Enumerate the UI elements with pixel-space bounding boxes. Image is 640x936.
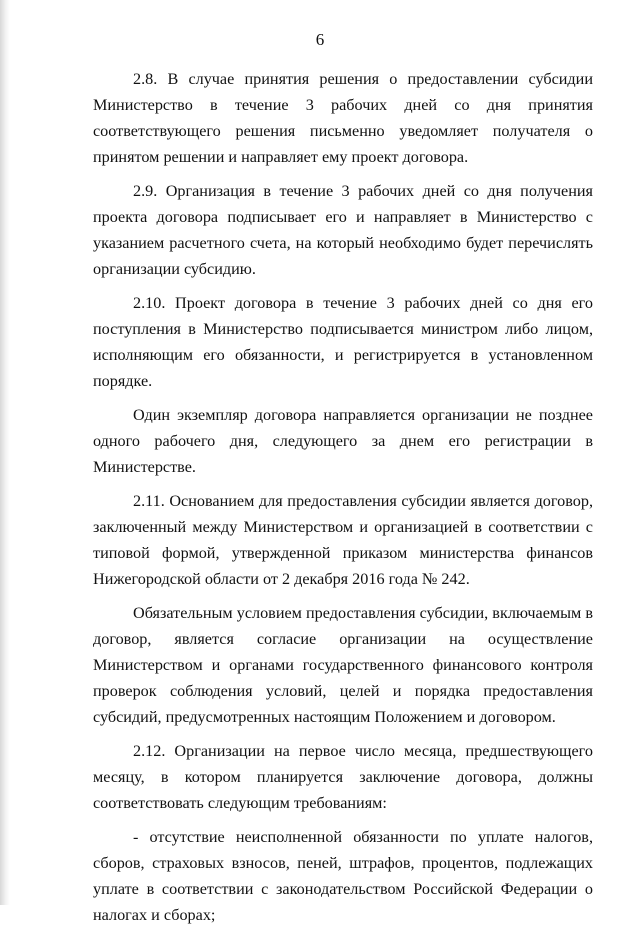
requirement-list-item: - отсутствие неисполненной обязанности по уплате налогов, сборов, страховых взносов, пеней, штрафов, процентов, подлежащих уплате в соответствии с законодательством Российской Федерации о налогах и сборах;: [93, 828, 593, 924]
page-number: 6: [315, 30, 325, 49]
paragraph-2-11: 2.11. Основанием для предоставления субсидии является договор, заключенный между Министерством и организацией в соответствии с типовой формой, утвержденной приказом министерства финансов Нижегородской области от 2 декабря 2016 года № 242.: [93, 492, 593, 588]
paragraph-2-8: 2.8. В случае принятия решения о предоставлении субсидии Министерство в течение 3 рабочих дней со дня принятия соответствующего решения письменно уведомляет получателя о принятом решении и направляет ему проект договора.: [93, 70, 593, 166]
page-edge-shadow: [0, 0, 10, 905]
paragraph-2-11-condition: Обязательным условием предоставления субсидии, включаемым в договор, является согласие организации на осуществление Министерством и органами государственного финансового контроля проверок соблюдения условий, целей и порядка предоставления субсидий, предусмотренных настоящим Положением и договором.: [93, 604, 593, 726]
paragraph-2-10-copy: Один экземпляр договора направляется организации не позднее одного рабочего дня, следующего за днем его регистрации в Министерстве.: [93, 406, 593, 476]
paragraph-2-9: 2.9. Организация в течение 3 рабочих дней со дня получения проекта договора подписывает его и направляет в Министерство с указанием расчетного счета, на который необходимо будет перечислять организации субсидию.: [93, 182, 593, 278]
paragraph-2-10: 2.10. Проект договора в течение 3 рабочих дней со дня его поступления в Министерство подписывается министром либо лицом, исполняющим его обязанности, и регистрируется в установленном порядке.: [93, 294, 593, 390]
document-body: [93, 66, 593, 936]
paragraph-2-12: 2.12. Организации на первое число месяца, предшествующего месяцу, в котором планируется заключение договора, должны соответствовать следующим требованиям:: [93, 742, 593, 812]
